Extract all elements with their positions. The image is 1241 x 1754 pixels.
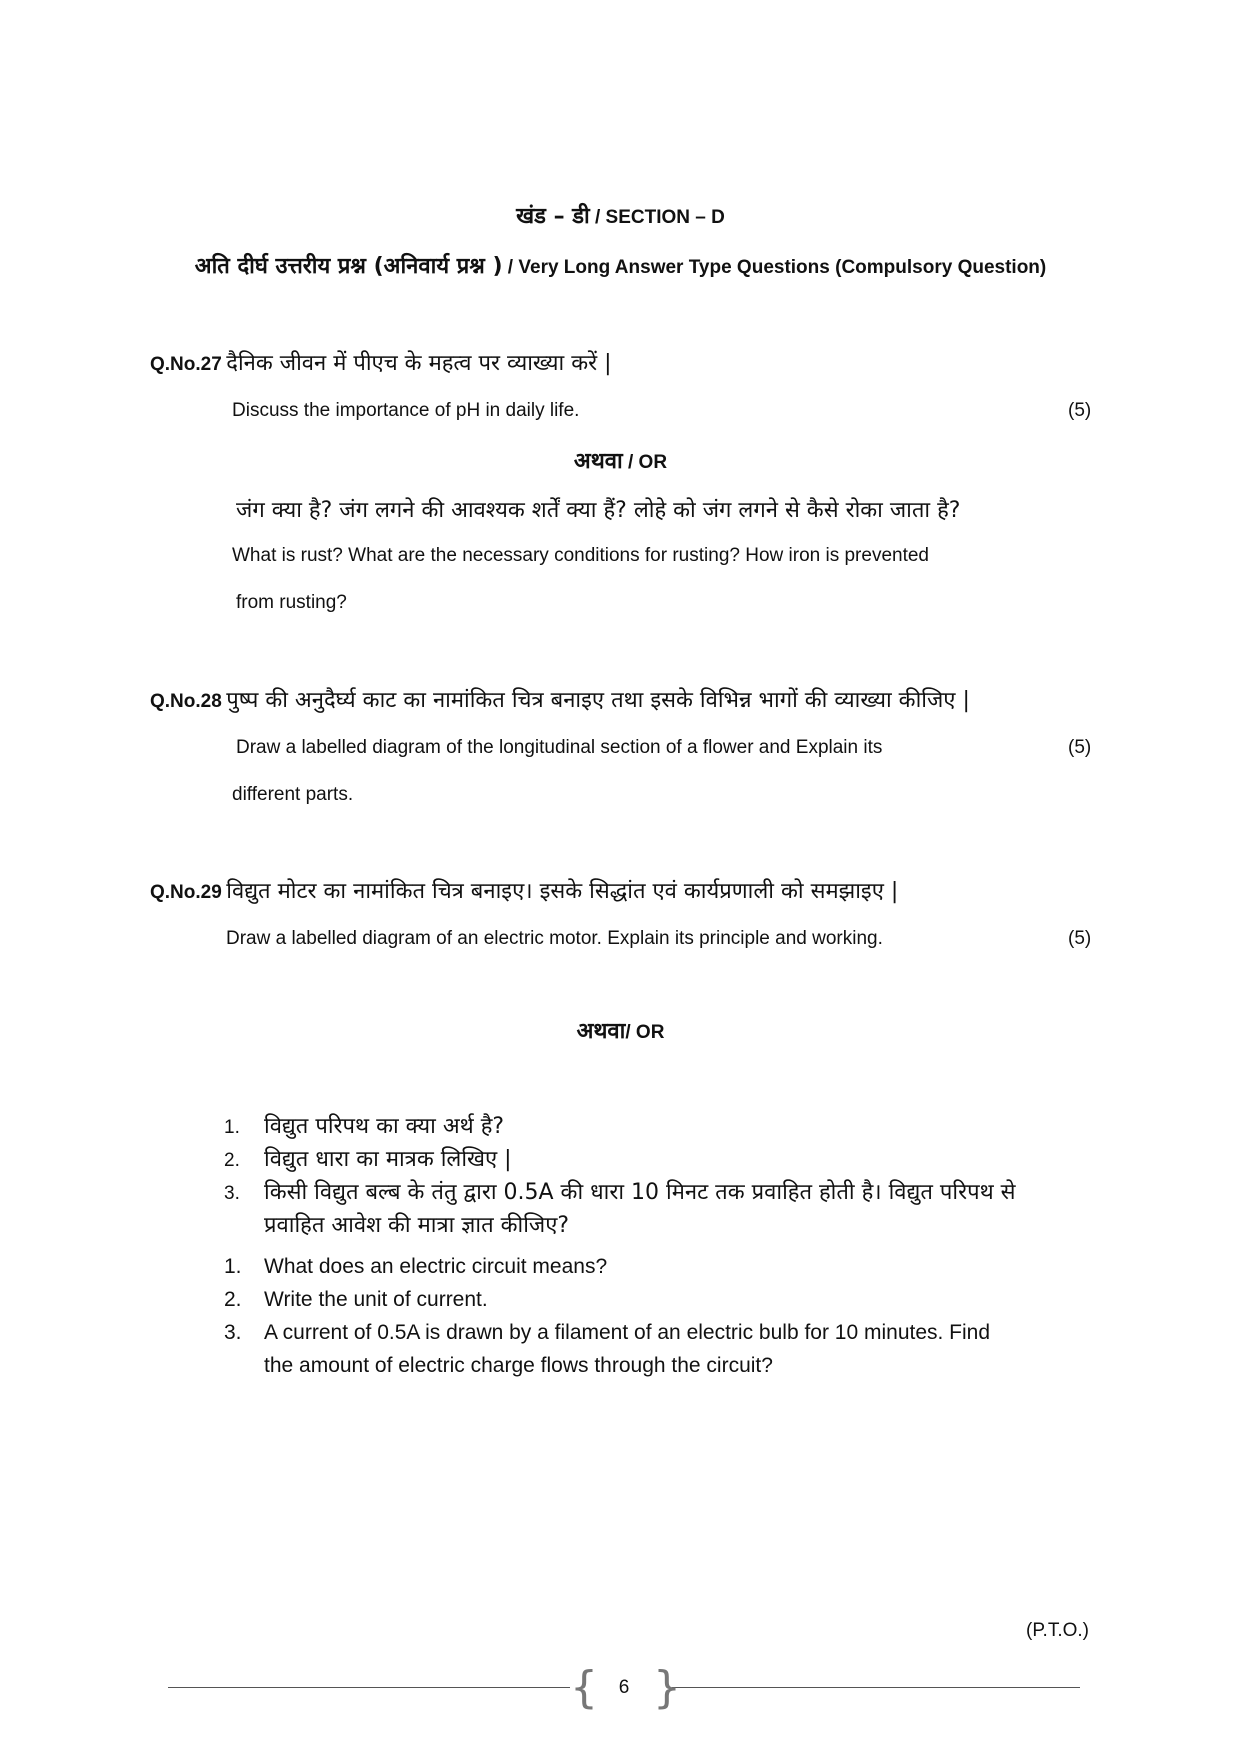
- or-english: / OR: [625, 1022, 665, 1043]
- question-27: [150, 347, 612, 377]
- or-hindi: अथवा: [576, 1019, 626, 1044]
- list-number: 1.: [224, 1117, 240, 1138]
- or-english: / OR: [622, 452, 668, 473]
- alt-list-item-en-3: [224, 1321, 990, 1345]
- list-number: 2.: [224, 1288, 242, 1311]
- list-number: 2.: [224, 1150, 240, 1171]
- question-27-label: Q.No.27: [150, 354, 222, 375]
- section-title-hindi: खंड – डी: [516, 204, 590, 229]
- section-heading: [0, 200, 1241, 230]
- question-29-hindi: विद्युत मोटर का नामांकित चित्र बनाइए। इसके सिद्धांत एवं कार्यप्रणाली को समझाइए |: [226, 879, 899, 904]
- question-28: [150, 684, 970, 714]
- footer-rule-right: [672, 1687, 1080, 1688]
- section-subtitle-hindi: अति दीर्घ उत्तरीय प्रश्न (अनिवार्य प्रश्न ): [194, 254, 503, 279]
- alt-list-item-en-3-continued: the amount of electric charge flows through the circuit?: [264, 1354, 773, 1377]
- right-brace-icon: }: [653, 1662, 681, 1713]
- list-text: Write the unit of current.: [264, 1288, 488, 1311]
- or-hindi: अथवा: [573, 449, 623, 474]
- alt-list-item-hi-3-continued: प्रवाहित आवेश की मात्रा ज्ञात कीजिए?: [264, 1213, 570, 1238]
- section-subtitle-separator: /: [502, 257, 519, 278]
- section-subtitle: [0, 250, 1241, 280]
- question-29-marks: (5): [1068, 928, 1092, 949]
- list-number: 1.: [224, 1255, 242, 1278]
- page-number: 6: [618, 1677, 630, 1698]
- alt-list-item-hi-2: [224, 1143, 512, 1173]
- list-number: 3.: [224, 1321, 242, 1344]
- question-29-label: Q.No.29: [150, 882, 222, 903]
- question-29: [150, 875, 898, 905]
- section-subtitle-english: Very Long Answer Type Questions (Compulsory Question): [518, 257, 1047, 278]
- list-number: 3.: [224, 1183, 240, 1204]
- question-29-or-divider: [0, 1015, 1241, 1045]
- list-text: What does an electric circuit means?: [264, 1255, 608, 1278]
- alt-list-item-hi-3: [224, 1176, 1016, 1206]
- question-27-alternative-hindi: जंग क्या है? जंग लगने की आवश्यक शर्तें क्या हैं? लोहे को जंग लगने से कैसे रोका जाता है?: [236, 498, 961, 523]
- section-title-separator: /: [589, 207, 606, 228]
- question-27-marks: (5): [1068, 400, 1092, 421]
- alt-list-item-en-1: [224, 1255, 607, 1279]
- list-text: विद्युत परिपथ का क्या अर्थ है?: [264, 1114, 505, 1139]
- question-27-alternative-english-line1: What is rust? What are the necessary conditions for rusting? How iron is prevented: [232, 545, 929, 566]
- alt-list-item-en-2: [224, 1288, 488, 1312]
- list-text: किसी विद्युत बल्ब के तंतु द्वारा 0.5A की धारा 10 मिनट तक प्रवाहित होती है। विद्युत परिपथ से: [264, 1180, 1016, 1205]
- list-text: A current of 0.5A is drawn by a filament of an electric bulb for 10 minutes. Find: [264, 1321, 991, 1344]
- list-text: विद्युत धारा का मात्रक लिखिए |: [264, 1147, 512, 1172]
- left-brace-icon: {: [570, 1662, 598, 1713]
- section-title-english: SECTION – D: [605, 207, 725, 228]
- question-27-or-divider: [0, 445, 1241, 475]
- question-27-english: Discuss the importance of pH in daily life.: [232, 400, 580, 421]
- pto-note: (P.T.O.): [1026, 1620, 1089, 1641]
- question-28-marks: (5): [1068, 737, 1092, 758]
- question-27-alternative-english-line2: from rusting?: [236, 592, 347, 613]
- question-28-hindi: पुष्प की अनुदैर्घ्य काट का नामांकित चित्र बनाइए तथा इसके विभिन्न भागों की व्याख्या कीजिए |: [226, 688, 970, 713]
- footer-rule-left: [168, 1687, 570, 1688]
- question-28-english-line2: different parts.: [232, 784, 354, 805]
- question-28-english-line1: Draw a labelled diagram of the longitudinal section of a flower and Explain its: [236, 737, 883, 758]
- alt-list-item-hi-1: [224, 1110, 504, 1140]
- question-29-english: Draw a labelled diagram of an electric motor. Explain its principle and working.: [226, 928, 883, 949]
- question-28-label: Q.No.28: [150, 691, 222, 712]
- question-27-hindi: दैनिक जीवन में पीएच के महत्व पर व्याख्या करें |: [226, 351, 612, 376]
